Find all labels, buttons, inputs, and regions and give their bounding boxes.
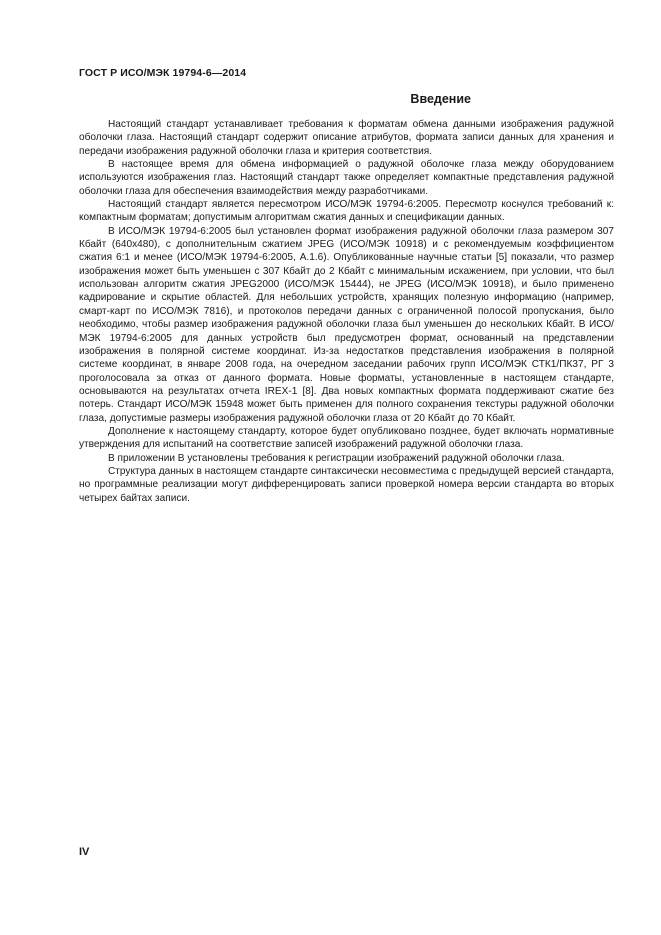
introduction-body (79, 118, 614, 505)
paragraph-revision: Настоящий стандарт является пересмотром ИСО/МЭК 19794-6:2005. Пересмотр коснулся требований к: компактным форматам; допустимым алгоритмам сжатия данных и спецификации данных. (79, 199, 614, 224)
paragraph-scope: Настоящий стандарт устанавливает требования к форматам обмена данными изображения радужной оболочки глаза. Настоящий стандарт содержит описание атрибутов, формата записи данных для хранения и передачи изображения радужной оболочки глаза и критерия соответствия. (79, 119, 614, 157)
page-number: IV (79, 846, 90, 858)
section-title (79, 92, 614, 106)
section-title-text: Введение (410, 92, 471, 106)
paragraph-annex-b: В приложении В установлены требования к регистрации изображений радужной оболочки глаза. (108, 452, 565, 464)
paragraph-amendment: Дополнение к настоящему стандарту, которое будет опубликовано позднее, будет включать нормативные утверждения для испытаний на соответствие записей изображений радужной оболочки глаза. (79, 425, 614, 451)
paragraph-history: В ИСО/МЭК 19794-6:2005 был установлен формат изображения радужной оболочки глаза размером 307 Кбайт (640х480), с дополнительным сжатием JPEG (ИСО/МЭК 10918) и с рекомендуемым коэффициентом сжатия 6:1 и менее (ИСО/МЭК 19794-6:2005, А.1.6). Опубликованные научные статьи [5] показали, что размер изображения может быть уменьшен с 307 Кбайт до 2 Кбайт с минимальным искажением, при условии, что был использован алгоритм сжатия JPEG2000 (ИСО/МЭК 15444), не JPEG (ИСО/МЭК 10918), и было применено кадрирование и скрытие областей. Для небольших устройств, хранящих полезную информацию (например, смарт-карт по ИСО/МЭК 7816), и протоколов передачи данных с ограниченной полосой пропускания, было необходимо, чтобы размер изображения радужной оболочки глаза был уменьшен до нескольких Кбайт. В ИСО/МЭК 19794-6:2005 для данных устройств был предусмотрен формат, основанный на представлении изображения в полярной системе координат. Из-за недостатков представления изображения в полярной системе координат, в январе 2008 года, на очередном заседании рабочих групп ИСО/МЭК СТК1/ПК37, РГ 3 проголосовала за отказ от данного формата. Новые форматы, установленные в настоящем стандарте, основываются на результатах отчета IREX-1 [8]. Два новых компактных формата поддерживают сжатие без потерь. Стандарт ИСО/МЭК 15948 может быть применен для полного сохранения текстуры радужной оболочки глаза, допустимые размеры изображения радужной оболочки глаза от 20 Кбайт до 70 Кбайт. (79, 225, 614, 424)
paragraph-compact-representations: В настоящее время для обмена информацией о радужной оболочке глаза между оборудованием используются изображения глаз. Настоящий стандарт также определяет компактные представления радужной оболочки глаза для обеспечения взаимодействия между разработчиками. (79, 159, 614, 197)
document-id-header: ГОСТ Р ИСО/МЭК 19794-6—2014 (79, 67, 247, 79)
paragraph-data-structure: Структура данных в настоящем стандарте синтаксически несовместима с предыдущей версией стандарта, но программные реализации могут дифференцировать записи проверкой номера версии стандарта во вторых четырех байтах записи. (79, 465, 614, 504)
